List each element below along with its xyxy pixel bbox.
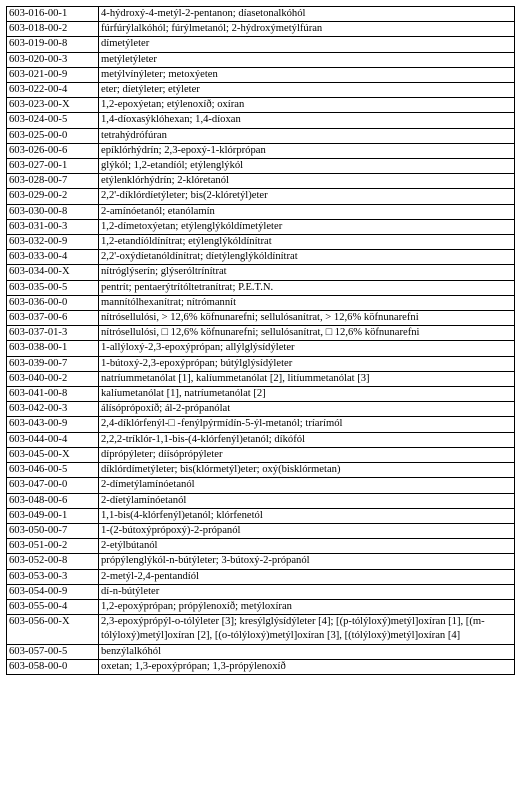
table-row [7,174,515,189]
chemical-name-cell: 2,4-díklórfenýl-□ -fenýlpýrmídín-5-ýl-metanól; tríarímól [99,417,515,432]
chemical-name-cell: natríummetanólat [1], kalíummetanólat [2], litíummetanólat [3] [99,371,515,386]
table-row [7,523,515,538]
table-row [7,250,515,265]
chemical-name-cell: 2,2'-oxýdíetanóldínítrat; díetýlenglýkóldínítrat [99,250,515,265]
index-number-cell: 603-024-00-5 [7,113,99,128]
chemical-name-cell: 1,2-epoxýetan; etýlenoxíð; oxíran [99,98,515,113]
chemical-name-cell: 2,2,2-tríklór-1,1-bis-(4-klórfenýl)etanól; díkófól [99,432,515,447]
table-row [7,22,515,37]
index-number-cell: 603-045-00-X [7,447,99,462]
index-number-cell: 603-038-00-1 [7,341,99,356]
table-row [7,432,515,447]
chemical-name-cell: 1,1-bis(4-klórfenýl)etanól; klórfenetól [99,508,515,523]
chemical-name-cell: díprópýleter; díísóprópýleter [99,447,515,462]
chemical-name-cell: etýlenklórhýdrín; 2-klóretanól [99,174,515,189]
table-row [7,326,515,341]
substance-table [6,6,515,675]
chemical-name-cell: 1,2-etandíóldínítrat; etýlenglýkóldínítrat [99,235,515,250]
index-number-cell: 603-052-00-8 [7,554,99,569]
index-number-cell: 603-020-00-3 [7,52,99,67]
table-row [7,478,515,493]
table-row [7,280,515,295]
table-row [7,143,515,158]
table-row [7,659,515,674]
index-number-cell: 603-037-00-6 [7,311,99,326]
table-row [7,599,515,614]
table-row [7,387,515,402]
substance-table-body [7,7,515,675]
index-number-cell: 603-031-00-3 [7,219,99,234]
index-number-cell: 603-028-00-7 [7,174,99,189]
index-number-cell: 603-050-00-7 [7,523,99,538]
index-number-cell: 603-048-00-6 [7,493,99,508]
table-row [7,508,515,523]
index-number-cell: 603-057-00-5 [7,644,99,659]
index-number-cell: 603-037-01-3 [7,326,99,341]
table-row [7,493,515,508]
index-number-cell: 603-039-00-7 [7,356,99,371]
index-number-cell: 603-033-00-4 [7,250,99,265]
index-number-cell: 603-055-00-4 [7,599,99,614]
index-number-cell: 603-041-00-8 [7,387,99,402]
chemical-name-cell: dímetýleter [99,37,515,52]
chemical-name-cell: metýlvínýleter; metoxýeten [99,67,515,82]
index-number-cell: 603-029-00-2 [7,189,99,204]
index-number-cell: 603-043-00-9 [7,417,99,432]
index-number-cell: 603-035-00-5 [7,280,99,295]
table-row [7,295,515,310]
chemical-name-cell: 2-díetýlamínóetanól [99,493,515,508]
index-number-cell: 603-027-00-1 [7,159,99,174]
chemical-name-cell: 2-dímetýlamínóetanól [99,478,515,493]
chemical-name-cell: 1,2-epoxýprópan; própýlenoxíð; metýloxíran [99,599,515,614]
index-number-cell: 603-054-00-9 [7,584,99,599]
index-number-cell: 603-040-00-2 [7,371,99,386]
index-number-cell: 603-022-00-4 [7,83,99,98]
table-row [7,417,515,432]
index-number-cell: 603-032-00-9 [7,235,99,250]
table-row [7,539,515,554]
table-row [7,569,515,584]
chemical-name-cell: 1-(2-bútoxýprópoxý)-2-própanól [99,523,515,538]
index-number-cell: 603-049-00-1 [7,508,99,523]
chemical-name-cell: tetrahýdrófúran [99,128,515,143]
table-row [7,37,515,52]
chemical-name-cell: mannítólhexanítrat; nítrómannít [99,295,515,310]
chemical-name-cell: 2,3-epoxýprópýl-o-tólýleter [3]; kresýlglýsídýleter [4]; [(p-tólýloxý)metýl]oxíran [1], [(m-tólýloxý)metýl]oxíran [2], [(o-tólýloxý)metýl]oxíran [3], [(tólýloxý)metýl]oxíran [4] [99,615,515,644]
chemical-name-cell: 1-allýloxý-2,3-epoxýprópan; allýlglýsídýleter [99,341,515,356]
index-number-cell: 603-026-00-6 [7,143,99,158]
table-row [7,52,515,67]
chemical-name-cell: 2,2'-díklórdíetýleter; bis(2-klóretýl)eter [99,189,515,204]
index-number-cell: 603-018-00-2 [7,22,99,37]
index-number-cell: 603-051-00-2 [7,539,99,554]
table-row [7,311,515,326]
chemical-name-cell: pentrít; pentaerýtrítóltetranítrat; P.E.T.N. [99,280,515,295]
table-row [7,98,515,113]
index-number-cell: 603-021-00-9 [7,67,99,82]
chemical-name-cell: 1,4-díoxasýklóhexan; 1,4-díoxan [99,113,515,128]
index-number-cell: 603-058-00-0 [7,659,99,674]
chemical-name-cell: 2-etýlbútanól [99,539,515,554]
table-row [7,83,515,98]
table-row [7,128,515,143]
index-number-cell: 603-016-00-1 [7,7,99,22]
index-number-cell: 603-053-00-3 [7,569,99,584]
substance-table-container [6,6,514,675]
table-row [7,463,515,478]
index-number-cell: 603-023-00-X [7,98,99,113]
chemical-name-cell: 1,2-dímetoxýetan; etýlenglýkóldímetýleter [99,219,515,234]
chemical-name-cell: metýletýleter [99,52,515,67]
index-number-cell: 603-036-00-0 [7,295,99,310]
index-number-cell: 603-025-00-0 [7,128,99,143]
chemical-name-cell: 2-metýl-2,4-pentandíól [99,569,515,584]
chemical-name-cell: benzýlalkóhól [99,644,515,659]
table-row [7,644,515,659]
table-row [7,554,515,569]
chemical-name-cell: 1-bútoxý-2,3-epoxýprópan; bútýlglýsídýleter [99,356,515,371]
chemical-name-cell: própýlenglýkól-n-bútýleter; 3-bútoxý-2-própanól [99,554,515,569]
table-row [7,447,515,462]
table-row [7,356,515,371]
table-row [7,113,515,128]
table-row [7,341,515,356]
index-number-cell: 603-019-00-8 [7,37,99,52]
index-number-cell: 603-056-00-X [7,615,99,644]
index-number-cell: 603-047-00-0 [7,478,99,493]
table-row [7,615,515,644]
index-number-cell: 603-042-00-3 [7,402,99,417]
chemical-name-cell: 2-amínóetanól; etanólamín [99,204,515,219]
chemical-name-cell: fúrfúrýlalkóhól; fúrýlmetanól; 2-hýdroxýmetýlfúran [99,22,515,37]
index-number-cell: 603-034-00-X [7,265,99,280]
table-row [7,235,515,250]
chemical-name-cell: nítróglýserín; glýseróltrínítrat [99,265,515,280]
table-row [7,7,515,22]
table-row [7,159,515,174]
table-row [7,219,515,234]
table-row [7,402,515,417]
table-row [7,584,515,599]
index-number-cell: 603-044-00-4 [7,432,99,447]
chemical-name-cell: 4-hýdroxý-4-metýl-2-pentanon; díasetonalkóhól [99,7,515,22]
chemical-name-cell: nítrósellulósi, □ 12,6% köfnunarefni; sellulósanítrat, □ 12,6% köfnunarefni [99,326,515,341]
table-row [7,265,515,280]
table-row [7,204,515,219]
index-number-cell: 603-046-00-5 [7,463,99,478]
table-row [7,67,515,82]
chemical-name-cell: kalíumetanólat [1], natríumetanólat [2] [99,387,515,402]
table-row [7,371,515,386]
chemical-name-cell: álísóprópoxíð; ál-2-própanólat [99,402,515,417]
chemical-name-cell: eter; díetýleter; etýleter [99,83,515,98]
chemical-name-cell: glýkól; 1,2-etandíól; etýlenglýkól [99,159,515,174]
chemical-name-cell: dí-n-bútýleter [99,584,515,599]
table-row [7,189,515,204]
index-number-cell: 603-030-00-8 [7,204,99,219]
chemical-name-cell: díklórdímetýleter; bis(klórmetýl)eter; oxý(bisklórmetan) [99,463,515,478]
chemical-name-cell: epíklórhýdrín; 2,3-epoxý-1-klórprópan [99,143,515,158]
chemical-name-cell: oxetan; 1,3-epoxýprópan; 1,3-própýlenoxíð [99,659,515,674]
chemical-name-cell: nítrósellulósi, > 12,6% köfnunarefni; sellulósanítrat, > 12,6% köfnunarefni [99,311,515,326]
